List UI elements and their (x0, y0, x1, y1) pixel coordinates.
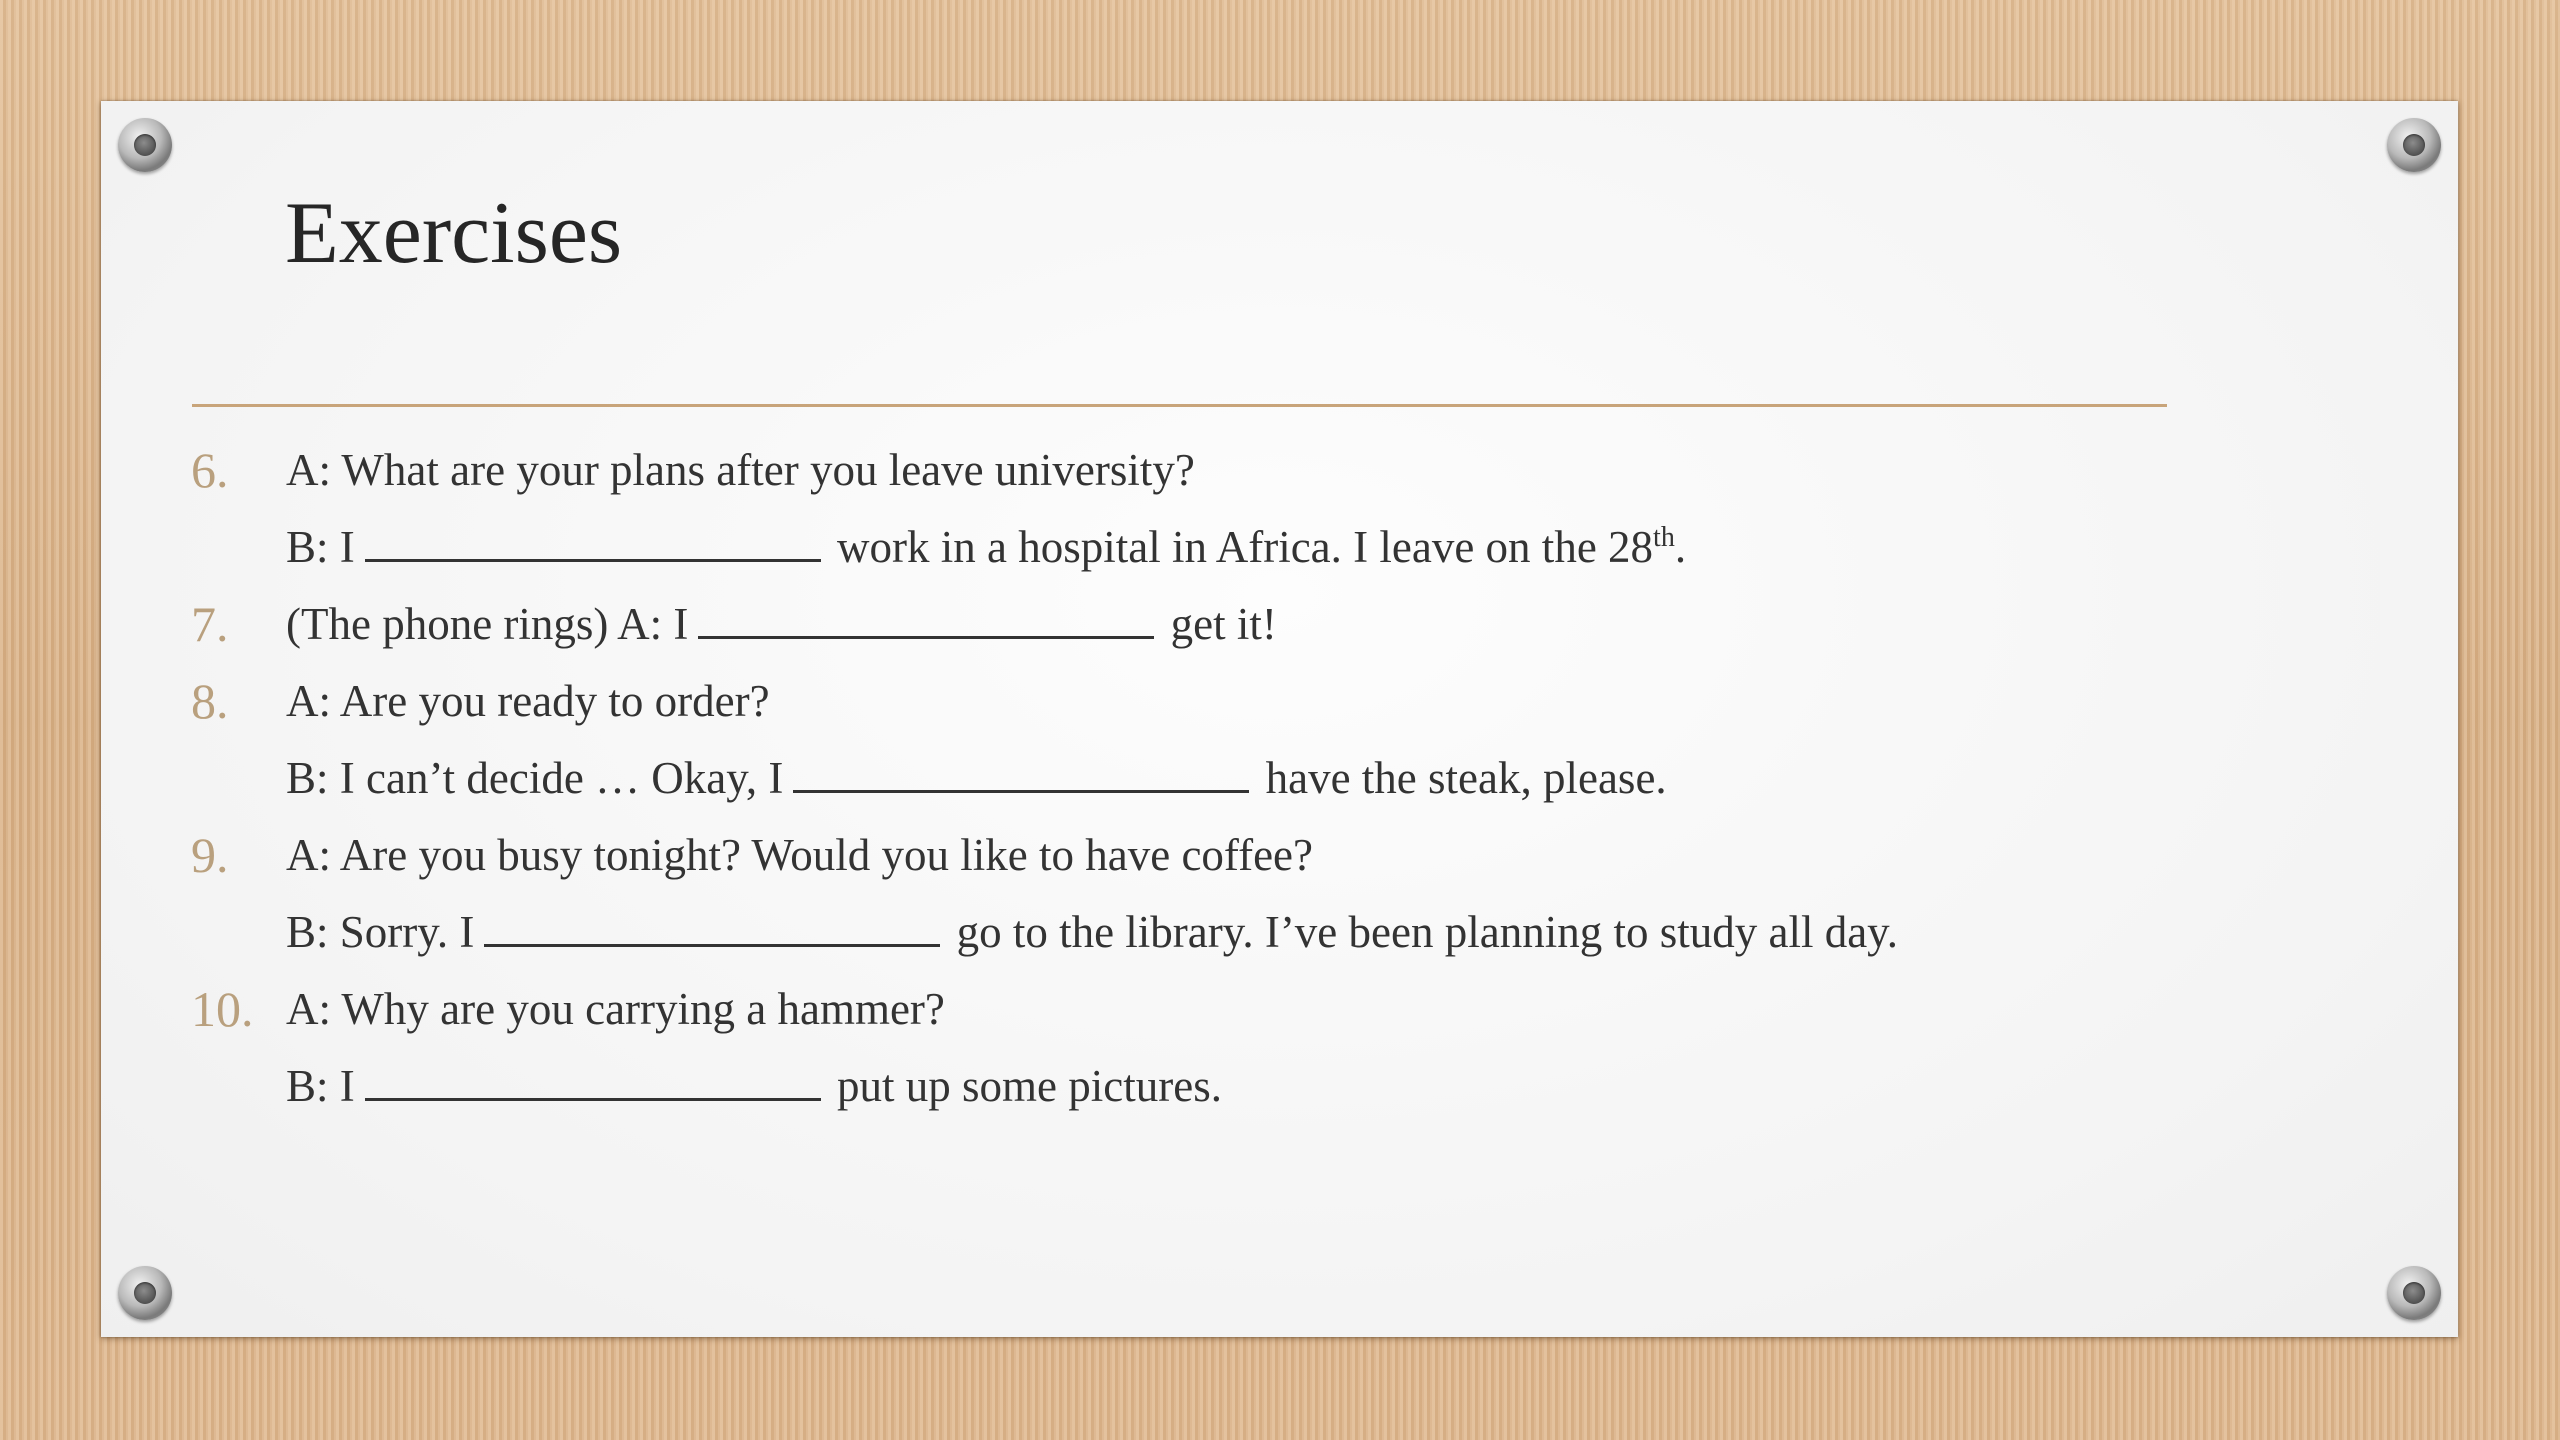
exercise-number: 10. (191, 981, 254, 1037)
exercise-line-a: A: Are you busy tonight? Would you like to have coffee? (286, 830, 1314, 880)
exercise-line-b (286, 509, 1898, 586)
exercise-item-7 (191, 586, 1898, 663)
answer-blank (365, 1058, 821, 1101)
exercise-line-a (286, 586, 1898, 663)
line-text-before: B: Sorry. I (286, 907, 475, 957)
answer-blank (793, 750, 1249, 793)
exercise-number: 6. (191, 442, 229, 498)
line-text-before: B: I (286, 1061, 355, 1111)
exercise-number: 8. (191, 673, 229, 729)
exercise-item-10 (191, 971, 1898, 1125)
answer-blank (484, 904, 940, 947)
line-text-before: B: I (286, 522, 355, 572)
line-text-after: have the steak, please. (1265, 753, 1667, 803)
answer-blank (698, 596, 1154, 639)
rivet-icon (2387, 1266, 2441, 1320)
line-text-after: go to the library. I’ve been planning to study all day. (956, 907, 1898, 957)
line-text-after: work in a hospital in Africa. I leave on the 28 (837, 522, 1654, 572)
exercise-line-a: A: What are your plans after you leave university? (286, 445, 1195, 495)
title-divider (192, 404, 2167, 407)
line-text-before: (The phone rings) A: I (286, 599, 689, 649)
exercise-line-b (286, 1048, 1898, 1125)
exercise-item-9 (191, 817, 1898, 971)
answer-blank (365, 519, 821, 562)
exercise-item-6 (191, 432, 1898, 586)
exercise-line-a: A: Why are you carrying a hammer? (286, 984, 945, 1034)
line-end: . (1674, 522, 1687, 572)
exercise-line-a: A: Are you ready to order? (286, 676, 770, 726)
ordinal-suffix: th (1653, 522, 1675, 553)
slide-title: Exercises (285, 185, 623, 282)
exercise-list (191, 432, 1898, 1125)
line-text-before: B: I can’t decide … Okay, I (286, 753, 784, 803)
exercise-item-8 (191, 663, 1898, 817)
line-text-after: get it! (1170, 599, 1277, 649)
rivet-icon (118, 1266, 172, 1320)
line-text-after: put up some pictures. (837, 1061, 1222, 1111)
exercise-line-b (286, 894, 1898, 971)
rivet-icon (118, 118, 172, 172)
exercise-number: 7. (191, 596, 229, 652)
rivet-icon (2387, 118, 2441, 172)
exercise-number: 9. (191, 827, 229, 883)
exercise-line-b (286, 740, 1898, 817)
